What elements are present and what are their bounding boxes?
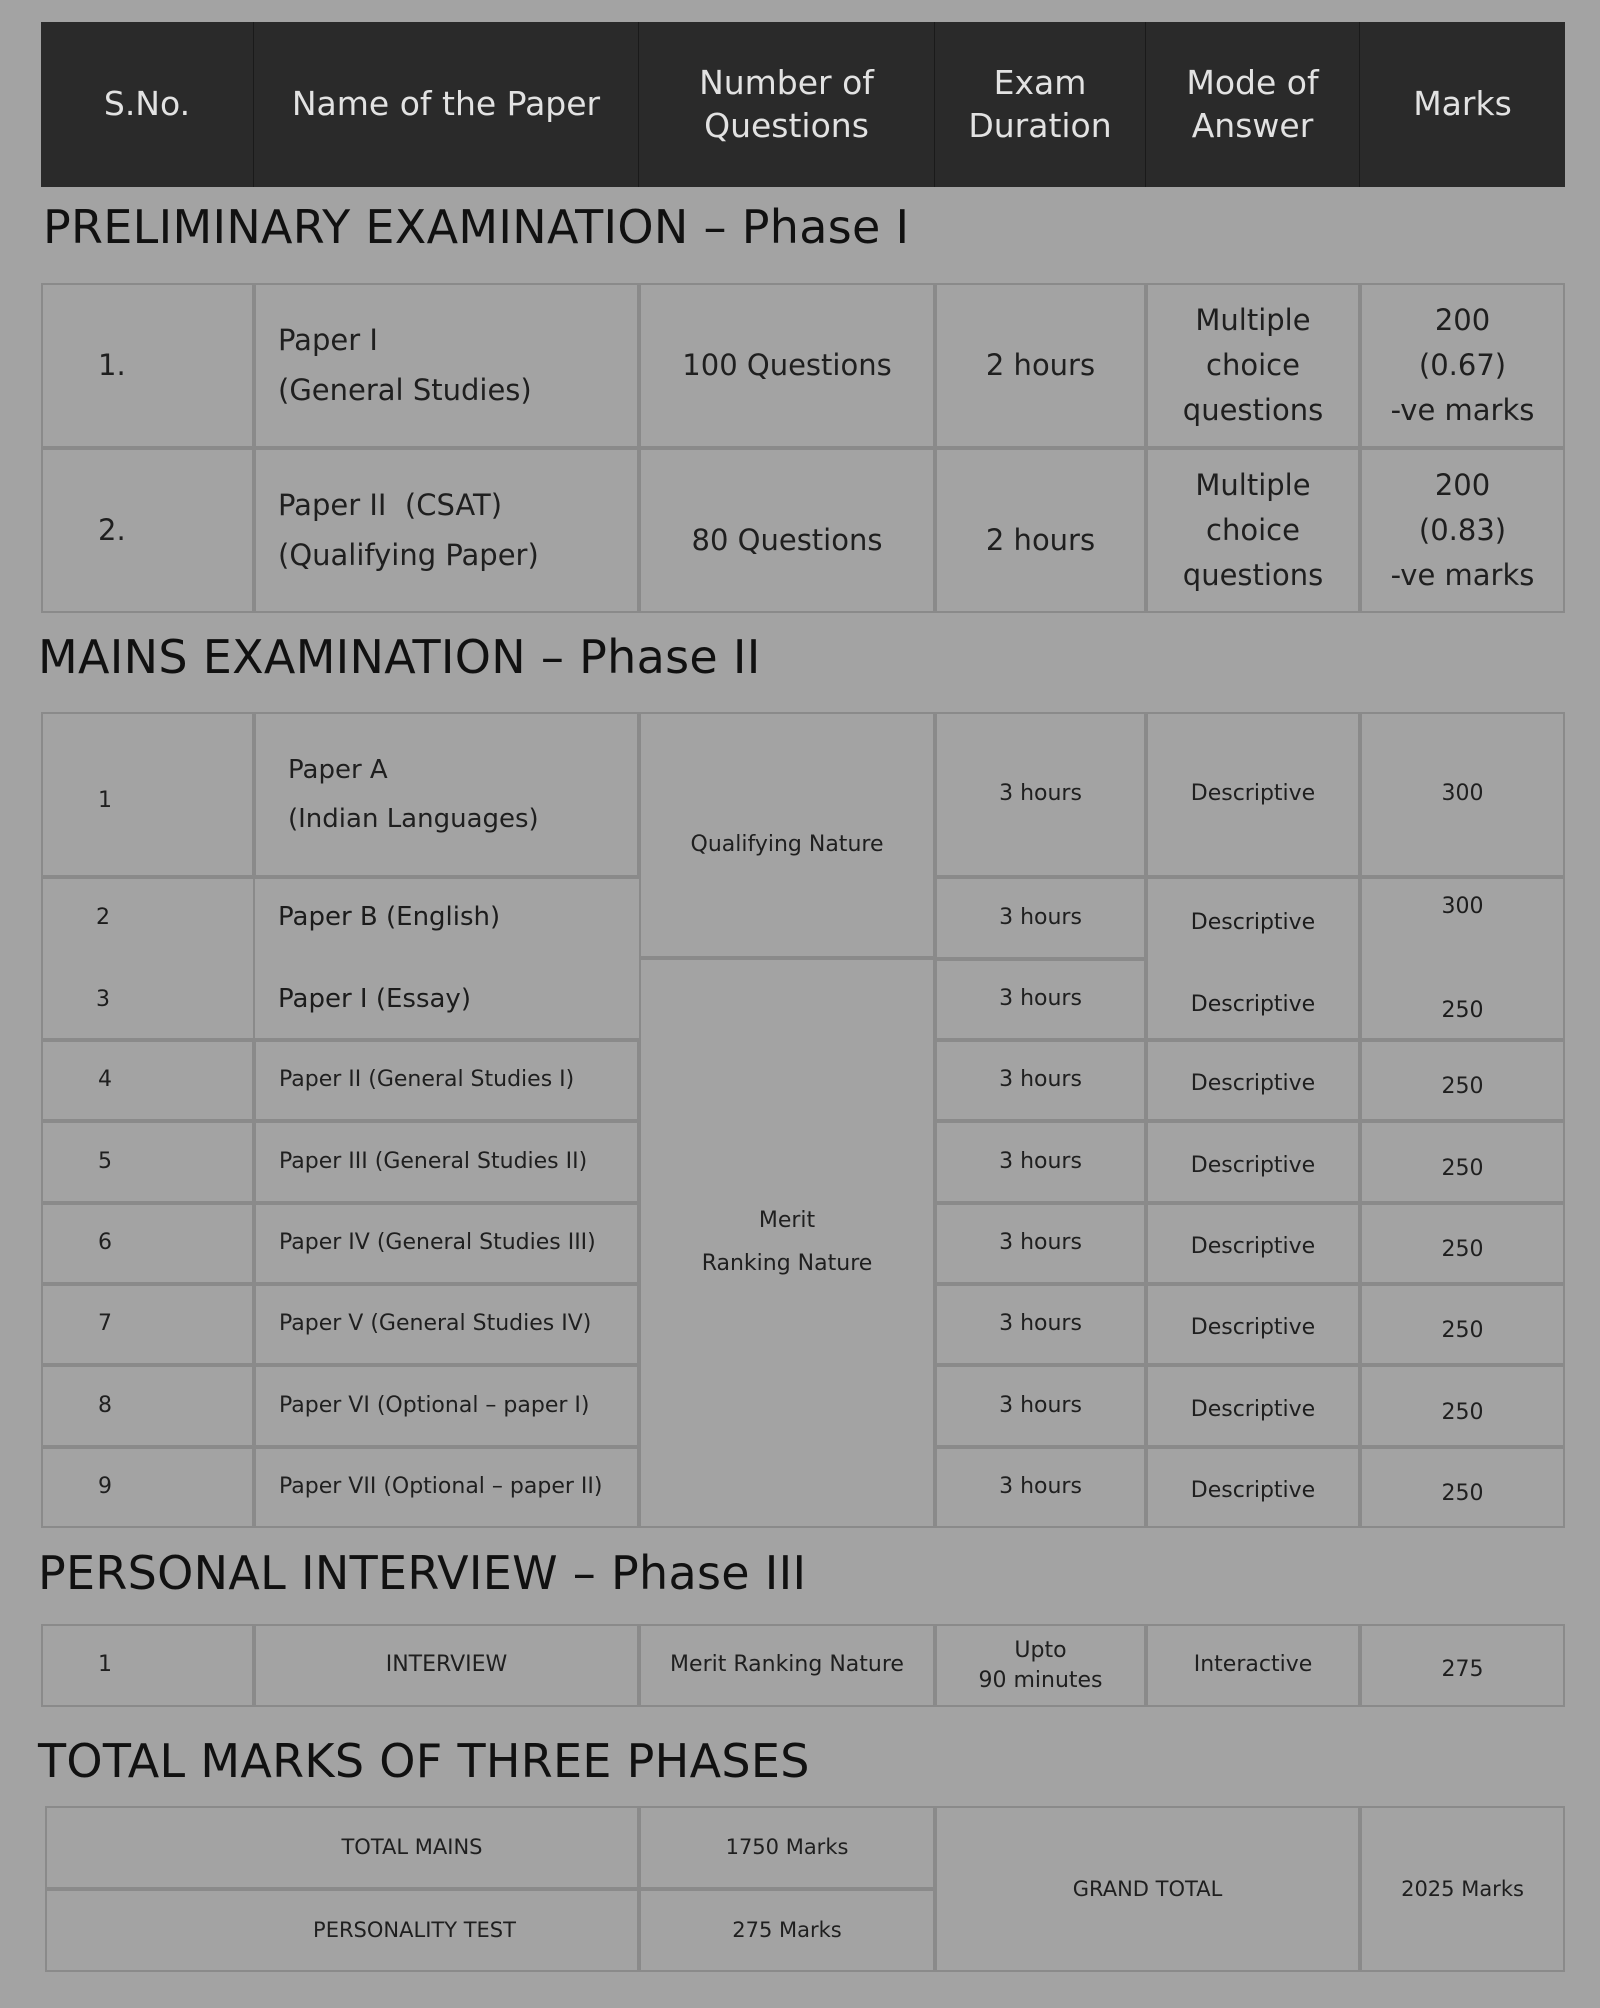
header-duration-label-1: Exam — [993, 62, 1087, 102]
mains-merit-ranking-nature — [639, 958, 935, 1528]
mains-row-2-name: Paper B (English) — [278, 902, 501, 932]
prelims-row-1-marks-line-3: -ve marks — [1390, 392, 1535, 427]
total-title: TOTAL MARKS OF THREE PHASES — [38, 1734, 810, 1788]
grand-total-label: GRAND TOTAL — [935, 1806, 1360, 1972]
mains-row-9-marks: 250 — [1360, 1447, 1565, 1528]
mains-row-3-duration: 3 hours — [935, 959, 1146, 1040]
mains-row-3-marks: 250 — [1441, 998, 1484, 1023]
total-personality-marks: 275 Marks — [639, 1889, 935, 1972]
interview-name: INTERVIEW — [254, 1624, 639, 1707]
mains-row-5-duration: 3 hours — [935, 1121, 1146, 1203]
header-mode — [1146, 22, 1360, 187]
header-sno — [41, 22, 254, 187]
mains-row-3-name: Paper I (Essay) — [278, 984, 471, 1014]
prelims-row-2-mode-line-3: questions — [1182, 557, 1324, 592]
mains-row-6-mode: Descriptive — [1146, 1203, 1360, 1284]
interview-sno: 1 — [41, 1624, 254, 1707]
mains-merit-line-1: Merit — [758, 1208, 816, 1234]
prelims-row-2-marks-line-1: 200 — [1434, 468, 1491, 503]
mains-row-8-sno: 8 — [41, 1365, 254, 1447]
prelims-row-2-name — [254, 448, 639, 613]
mains-row-1-mode: Descriptive — [1146, 712, 1360, 877]
header-sno-label: S.No. — [103, 84, 191, 124]
mains-row-1-name-line-2: (Indian Languages) — [288, 803, 539, 834]
mains-row-7-mode: Descriptive — [1146, 1284, 1360, 1365]
mains-row-8-duration: 3 hours — [935, 1365, 1146, 1447]
mains-row-2-marks: 300 — [1441, 894, 1484, 919]
mains-row-7-duration: 3 hours — [935, 1284, 1146, 1365]
mains-row-6-sno: 6 — [41, 1203, 254, 1284]
mains-row-1-name-line-1: Paper A — [288, 755, 388, 786]
mains-row-9-sno: 9 — [41, 1447, 254, 1528]
mains-row-4-duration: 3 hours — [935, 1040, 1146, 1121]
header-mode-label-1: Mode of — [1186, 62, 1319, 102]
mains-row-7-marks: 250 — [1360, 1284, 1565, 1365]
mains-row-8-name: Paper VI (Optional – paper I) — [254, 1365, 639, 1447]
mains-row-9-duration: 3 hours — [935, 1447, 1146, 1528]
total-mains-marks: 1750 Marks — [639, 1806, 935, 1889]
total-personality-label: PERSONALITY TEST — [45, 1889, 639, 1972]
mains-row-2-duration: 3 hours — [935, 877, 1146, 959]
prelims-row-2-name-line-1: Paper II (CSAT) — [278, 488, 503, 523]
mains-row-5-sno: 5 — [41, 1121, 254, 1203]
header-questions-label-1: Number of — [699, 62, 874, 102]
header-marks-label: Marks — [1413, 84, 1512, 124]
prelims-row-2-sno: 2. — [41, 448, 254, 613]
mains-row-4-sno: 4 — [41, 1040, 254, 1121]
prelims-row-1-marks-line-2: (0.67) — [1418, 348, 1507, 383]
interview-mode: Interactive — [1146, 1624, 1360, 1707]
mains-qualifying-nature: Qualifying Nature — [639, 712, 935, 958]
prelims-row-1-mode-line-1: Multiple — [1195, 303, 1311, 338]
grand-total-marks: 2025 Marks — [1360, 1806, 1565, 1972]
prelims-row-2-mode-line-2: choice — [1206, 513, 1300, 548]
prelims-row-2-mode-line-1: Multiple — [1195, 468, 1311, 503]
header-name — [254, 22, 639, 187]
interview-title: PERSONAL INTERVIEW – Phase III — [38, 1546, 807, 1600]
prelims-row-2-questions: 80 Questions — [639, 448, 935, 613]
prelims-row-2-mode — [1146, 448, 1360, 613]
mains-row-7-sno: 7 — [41, 1284, 254, 1365]
mains-row-5-mode: Descriptive — [1146, 1121, 1360, 1203]
mains-row-9-name: Paper VII (Optional – paper II) — [254, 1447, 639, 1528]
mains-row-7-name: Paper V (General Studies IV) — [254, 1284, 639, 1365]
header-marks — [1360, 22, 1565, 187]
prelims-row-1-duration: 2 hours — [935, 283, 1146, 448]
mains-row-6-duration: 3 hours — [935, 1203, 1146, 1284]
mains-merit-line-2: Ranking Nature — [701, 1251, 873, 1276]
mains-row-2-mode: Descriptive — [1190, 910, 1316, 935]
header-name-label: Name of the Paper — [291, 84, 601, 124]
prelims-row-1-mode — [1146, 283, 1360, 448]
mains-row-3-mode: Descriptive — [1190, 992, 1316, 1017]
prelims-row-2-marks-line-3: -ve marks — [1390, 557, 1535, 592]
prelims-row-2-marks — [1360, 448, 1565, 613]
interview-marks: 275 — [1360, 1624, 1565, 1707]
prelims-row-1-sno: 1. — [41, 283, 254, 448]
prelims-row-1-mode-line-3: questions — [1182, 392, 1324, 427]
mains-row-1-sno: 1 — [41, 712, 254, 877]
mains-row-1-marks: 300 — [1360, 712, 1565, 877]
prelims-row-2-duration: 2 hours — [935, 448, 1146, 613]
mains-row-6-name: Paper IV (General Studies III) — [254, 1203, 639, 1284]
mains-row-1-duration: 3 hours — [935, 712, 1146, 877]
prelims-row-2-marks-line-2: (0.83) — [1418, 513, 1507, 548]
prelims-title: PRELIMINARY EXAMINATION – Phase I — [43, 200, 910, 254]
prelims-row-1-marks-line-1: 200 — [1434, 303, 1491, 338]
total-mains-label: TOTAL MAINS — [45, 1806, 639, 1889]
header-questions-label-2: Questions — [704, 105, 869, 145]
header-duration — [935, 22, 1146, 187]
header-questions — [639, 22, 935, 187]
prelims-row-1-marks — [1360, 283, 1565, 448]
mains-row-6-marks: 250 — [1360, 1203, 1565, 1284]
prelims-row-1-name-line-2: (General Studies) — [278, 372, 532, 407]
mains-row-8-mode: Descriptive — [1146, 1365, 1360, 1447]
prelims-row-1-name-line-1: Paper I — [278, 323, 378, 358]
prelims-row-1-questions: 100 Questions — [639, 283, 935, 448]
mains-row-5-name: Paper III (General Studies II) — [254, 1121, 639, 1203]
interview-nature: Merit Ranking Nature — [639, 1624, 935, 1707]
header-duration-label-2: Duration — [968, 105, 1112, 145]
mains-row-5-marks: 250 — [1360, 1121, 1565, 1203]
prelims-row-1-mode-line-2: choice — [1206, 348, 1300, 383]
mains-row-4-name: Paper II (General Studies I) — [254, 1040, 639, 1121]
mains-row-4-marks: 250 — [1360, 1040, 1565, 1121]
mains-row-8-marks: 250 — [1360, 1365, 1565, 1447]
header-mode-label-2: Answer — [1191, 105, 1314, 145]
prelims-row-2-name-line-2: (Qualifying Paper) — [278, 537, 539, 572]
mains-row-1-name — [254, 712, 639, 877]
prelims-row-1-name — [254, 283, 639, 448]
mains-title: MAINS EXAMINATION – Phase II — [38, 630, 761, 684]
interview-duration — [935, 1624, 1146, 1707]
mains-row-9-mode: Descriptive — [1146, 1447, 1360, 1528]
mains-rows-2-3-sno-divider — [253, 877, 255, 1040]
mains-row-2-sno: 2 — [96, 905, 110, 930]
mains-row-4-mode: Descriptive — [1146, 1040, 1360, 1121]
interview-duration-line-2: 90 minutes — [978, 1667, 1103, 1693]
interview-duration-line-1: Upto — [1014, 1637, 1067, 1663]
mains-row-3-sno: 3 — [96, 987, 110, 1012]
